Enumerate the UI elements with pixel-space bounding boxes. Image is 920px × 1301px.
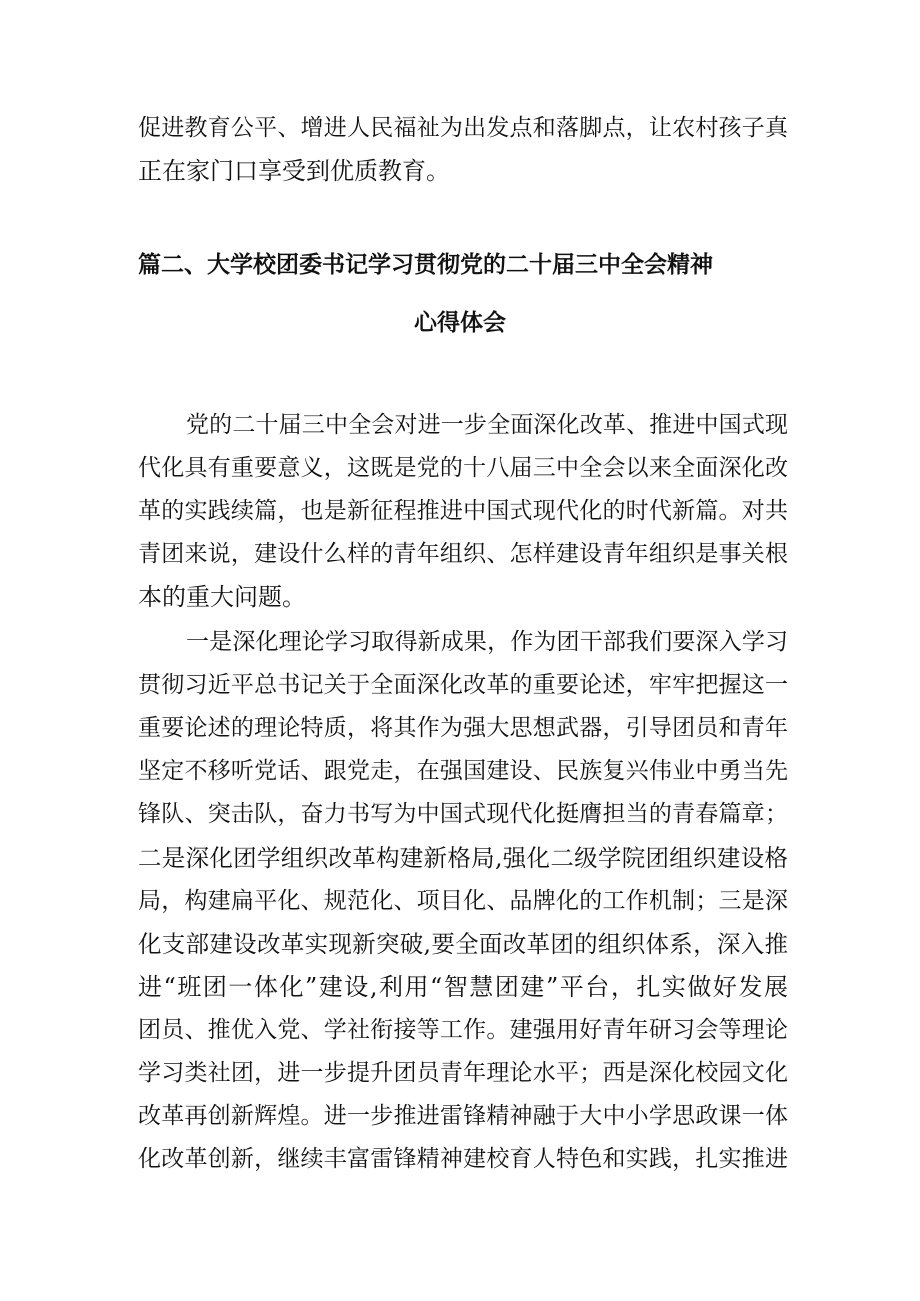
section-heading-line-2: 心得体会 <box>414 310 506 336</box>
section-heading-line-1: 篇二、大学校团委书记学习贯彻党的二十届三中全会精神 <box>138 252 713 278</box>
paragraph2-line-12: 改革再创新辉煌。进一步推进雷锋精神融于大中小学思政课一体 <box>138 1103 788 1129</box>
paragraph1-line-5: 本的重大问题。 <box>138 583 306 611</box>
paragraph2-line-11: 学习类社团，进一步提升团员青年理论水平；西是深化校园文化 <box>138 1060 788 1086</box>
paragraph2-line-8: 化支部建设改革实现新突破,要全面改革团的组织体系，深入推 <box>138 930 788 958</box>
paragraph2-line-1: 一是深化理论学习取得新成果，作为团干部我们要深入学习 <box>186 629 788 655</box>
paragraph2-line-13: 化改革创新，继续丰富雷锋精神建校育人特色和实践，扎实推进 <box>138 1146 788 1172</box>
paragraph2-line-10: 团员、推优入党、学社衔接等工作。建强用好青年研习会等理论 <box>138 1017 788 1043</box>
paragraph1-line-2: 代化具有重要意义，这既是党的十八届三中全会以来全面深化改 <box>138 455 788 481</box>
intro-line-1: 促进教育公平、增进人民福祉为出发点和落脚点，让农村孩子真 <box>138 115 788 141</box>
paragraph2-line-9: 进“班团一体化”建设,利用“智慧团建”平台，扎实做好发展 <box>138 973 788 1001</box>
paragraph2-line-5: 锋队、突击队，奋力书写为中国式现代化挺膺担当的青春篇章； <box>138 801 788 827</box>
intro-line-2: 正在家门口享受到优质教育。 <box>138 157 450 185</box>
paragraph1-line-3: 革的实践续篇，也是新征程推进中国式现代化的时代新篇。对共 <box>138 498 788 524</box>
paragraph2-line-4: 坚定不移听党话、跟党走，在强国建设、民族复兴伟业中勇当先 <box>138 758 788 784</box>
paragraph1-line-4: 青团来说，建设什么样的青年组织、怎样建设青年组织是事关根 <box>138 541 788 567</box>
paragraph2-line-3: 重要论述的理论特质，将其作为强大思想武器，引导团员和青年 <box>138 715 788 741</box>
paragraph2-line-7: 局，构建扁平化、规范化、项目化、品牌化的工作机制；三是深 <box>138 888 788 914</box>
paragraph2-line-6: 二是深化团学组织改革构建新格局,强化二级学院团组织建设格 <box>138 844 788 872</box>
paragraph1-line-1: 党的二十届三中全会对进一步全面深化改革、推进中国式现 <box>186 412 788 438</box>
paragraph2-line-2: 贯彻习近平总书记关于全面深化改革的重要论述，牢牢把握这一 <box>138 672 788 698</box>
